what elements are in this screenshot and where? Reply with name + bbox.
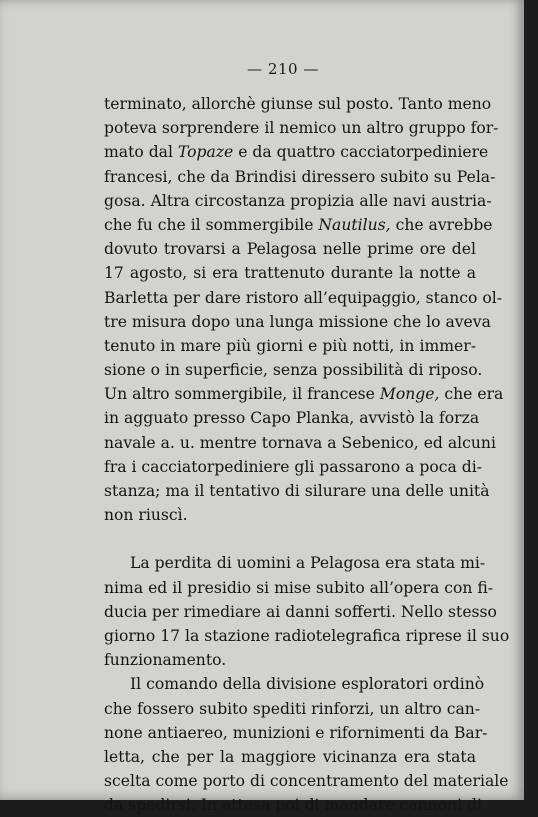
text-run: fra i cacciatorpediniere gli passarono a poca di- [104, 457, 482, 476]
text-line [104, 358, 483, 382]
text-run: tenuto in mare più giorni e più notti, in immer- [104, 336, 476, 355]
text-run: letta, che per la maggiore vicinanza era stata [104, 747, 476, 766]
text-run: non riuscì. [104, 506, 188, 525]
text-run: Un altro sommergibile, il francese [104, 385, 380, 404]
text-line [104, 576, 493, 600]
text-line [104, 334, 476, 358]
text-line [104, 116, 499, 140]
text-run: poteva sorprendere il nemico un altro gruppo for- [104, 119, 499, 138]
text-line [104, 697, 481, 721]
text-run: none antiaereo, munizioni e rifornimenti da Bar- [104, 723, 488, 742]
text-line [104, 237, 476, 261]
text-line [104, 721, 488, 745]
text-run: che fossero subito spediti rinforzi, un altro can- [104, 699, 481, 718]
text-line [104, 431, 496, 455]
italic-ship-name: Topaze [177, 143, 234, 162]
text-line [104, 261, 476, 285]
text-line [104, 624, 510, 648]
page-number: — 210 — [247, 60, 319, 78]
text-line [104, 672, 485, 696]
text-run: stanza; ma il tentativo di silurare una delle unità [104, 482, 490, 500]
text-run: Il comando della divisione esploratori ordinò [130, 675, 485, 694]
text-line [104, 793, 482, 817]
text-run: navale a. u. mentre tornava a Sebenico, ed alcuni [104, 433, 496, 452]
text-run: 17 agosto, si era trattenuto durante la notte a [104, 264, 476, 283]
text-line [104, 382, 504, 406]
paragraph [104, 672, 509, 817]
text-line [104, 165, 496, 189]
text-line [104, 551, 486, 575]
text-run: che era [439, 385, 504, 404]
text-line [104, 310, 491, 334]
paragraph [104, 551, 510, 672]
paragraph [104, 92, 504, 527]
text-line [104, 189, 492, 213]
text-run: dovuto trovarsi a Pelagosa nelle prime ore del [104, 240, 476, 259]
text-run: e da quattro cacciatorpediniere [233, 143, 489, 162]
text-run: scelta come porto di concentramento del materiale [104, 772, 509, 791]
text-run: La perdita di uomini a Pelagosa era stata mi- [130, 554, 486, 573]
text-line [104, 745, 476, 769]
text-run: sione o in superficie, senza possibilità di riposo. [104, 361, 483, 380]
text-line [104, 455, 482, 479]
text-run: tre misura dopo una lunga missione che lo aveva [104, 312, 491, 331]
text-line [104, 648, 476, 672]
text-line [104, 600, 497, 624]
text-line [104, 92, 492, 116]
text-run: nima ed il presidio si mise subito all’opera con fi- [104, 578, 493, 597]
text-run: che avrebbe [390, 215, 493, 234]
text-run: Barletta per dare ristoro all’equipaggio, stanco ol- [104, 288, 502, 307]
text-run: da spedirsi. In attesa poi di mandare cannoni di [104, 796, 482, 815]
text-line [104, 140, 489, 164]
text-line [104, 213, 493, 237]
text-run: francesi, che da Brindisi diressero subito su Pela- [104, 167, 496, 186]
text-run: giorno 17 la stazione radiotelegrafica riprese il suo [104, 626, 510, 645]
text-line [104, 769, 509, 793]
text-line [104, 286, 502, 310]
text-run: gosa. Altra circostanza propizia alle navi austria- [104, 191, 492, 210]
text-run: terminato, allorchè giunse sul posto. Tanto meno [104, 95, 492, 113]
italic-ship-name: Monge, [379, 385, 440, 404]
italic-ship-name: Nautilus, [318, 215, 391, 234]
text-run: mato dal [104, 143, 178, 162]
paragraph-gap [104, 527, 476, 551]
text-run: che fu che il sommergibile [104, 215, 319, 234]
text-run: ducia per rimediare ai danni sofferti. Nello stesso [104, 602, 497, 621]
body-text [104, 92, 510, 817]
text-run: funzionamento. [104, 651, 227, 670]
text-line [104, 503, 476, 527]
text-run: in agguato presso Capo Planka, avvistò la forza [104, 409, 480, 428]
text-line [104, 406, 480, 430]
text-line [104, 479, 490, 503]
